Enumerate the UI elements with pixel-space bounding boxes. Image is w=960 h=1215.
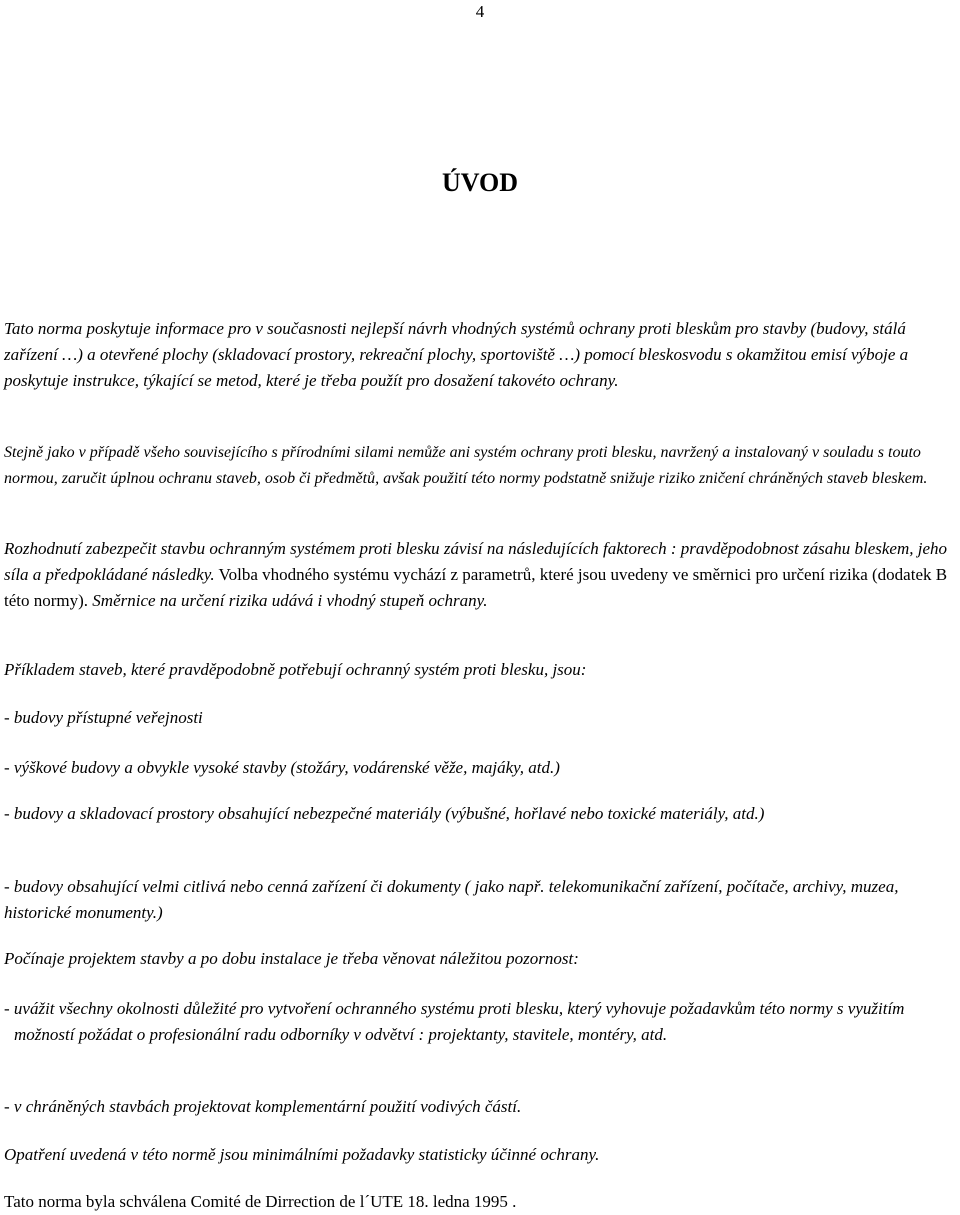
system-choice-text: Volba vhodného systému vychází z parametrů, které jsou uvedeny ve směrnici pro určení rizika (dodatek B této normy). xyxy=(4,565,948,610)
approval-paragraph: Tato norma byla schválena Comité de Dirrection de l´UTE 18. ledna 1995 . xyxy=(4,1192,517,1211)
page-title: ÚVOD xyxy=(441,168,519,197)
limitation-paragraph: Stejně jako v případě všeho souvisejícího s přírodními silami nemůže ani systém ochrany proti blesku, navržený a instalovaný v souladu s touto normou, zaručit úplnou ochranu staveb, osob či předmětů, avšak použití této normy podstatně snižuje riziko zničení chráněných staveb bleskem. xyxy=(4,444,928,487)
page-number: 4 xyxy=(475,2,485,21)
list-item: - budovy přístupné veřejnosti xyxy=(4,708,203,727)
minimum-requirements-paragraph: Opatření uvedená v této normě jsou minimálními požadavky statisticky účinné ochrany. xyxy=(4,1145,600,1164)
intro-paragraph: Tato norma poskytuje informace pro v současnosti nejlepší návrh vhodných systémů ochrany proti bleskům pro stavby (budovy, stálá zařízení …) a otevřené plochy (skladovací prostory, rekreační plochy, sportoviště …) pomocí bleskosvodu s okamžitou emisí výboje a poskytuje instrukce, týkající se metod, které je třeba použít pro dosažení takovéto ochrany. xyxy=(4,319,909,390)
examples-intro: Příkladem staveb, které pravděpodobně potřebují ochranný systém proti blesku, jsou: xyxy=(4,660,587,679)
list-item: - budovy obsahující velmi citlivá nebo cenná zařízení či dokumenty ( jako např. telekomunikační zařízení, počítače, archivy, muzea, historické monumenty.) xyxy=(4,877,899,922)
design-attention-intro: Počínaje projektem stavby a po dobu instalace je třeba věnovat náležitou pozornost: xyxy=(4,949,579,968)
list-item: - výškové budovy a obvykle vysoké stavby (stožáry, vodárenské věže, majáky, atd.) xyxy=(4,758,560,777)
risk-guideline-text: Směrnice na určení rizika udává i vhodný stupeň ochrany. xyxy=(88,591,488,610)
decision-factors-text: Rozhodnutí zabezpečit stavbu ochranným systémem proti blesku závisí na následujících faktorech : pravděpodobnost zásahu bleskem, jeho síla a předpokládané následky. xyxy=(4,539,948,584)
list-item: - budovy a skladovací prostory obsahující nebezpečné materiály (výbušné, hořlavé nebo toxické materiály, atd.) xyxy=(4,804,765,823)
list-item: - v chráněných stavbách projektovat komplementární použití vodivých částí. xyxy=(4,1097,522,1116)
list-item: - uvážit všechny okolnosti důležité pro vytvoření ochranného systému proti blesku, který vyhovuje požadavkům této normy s využitím možností požádat o profesionální radu odborníky v odvětví : projektanty, stavitele, montéry, atd. xyxy=(4,999,905,1044)
decision-paragraph xyxy=(4,536,956,614)
